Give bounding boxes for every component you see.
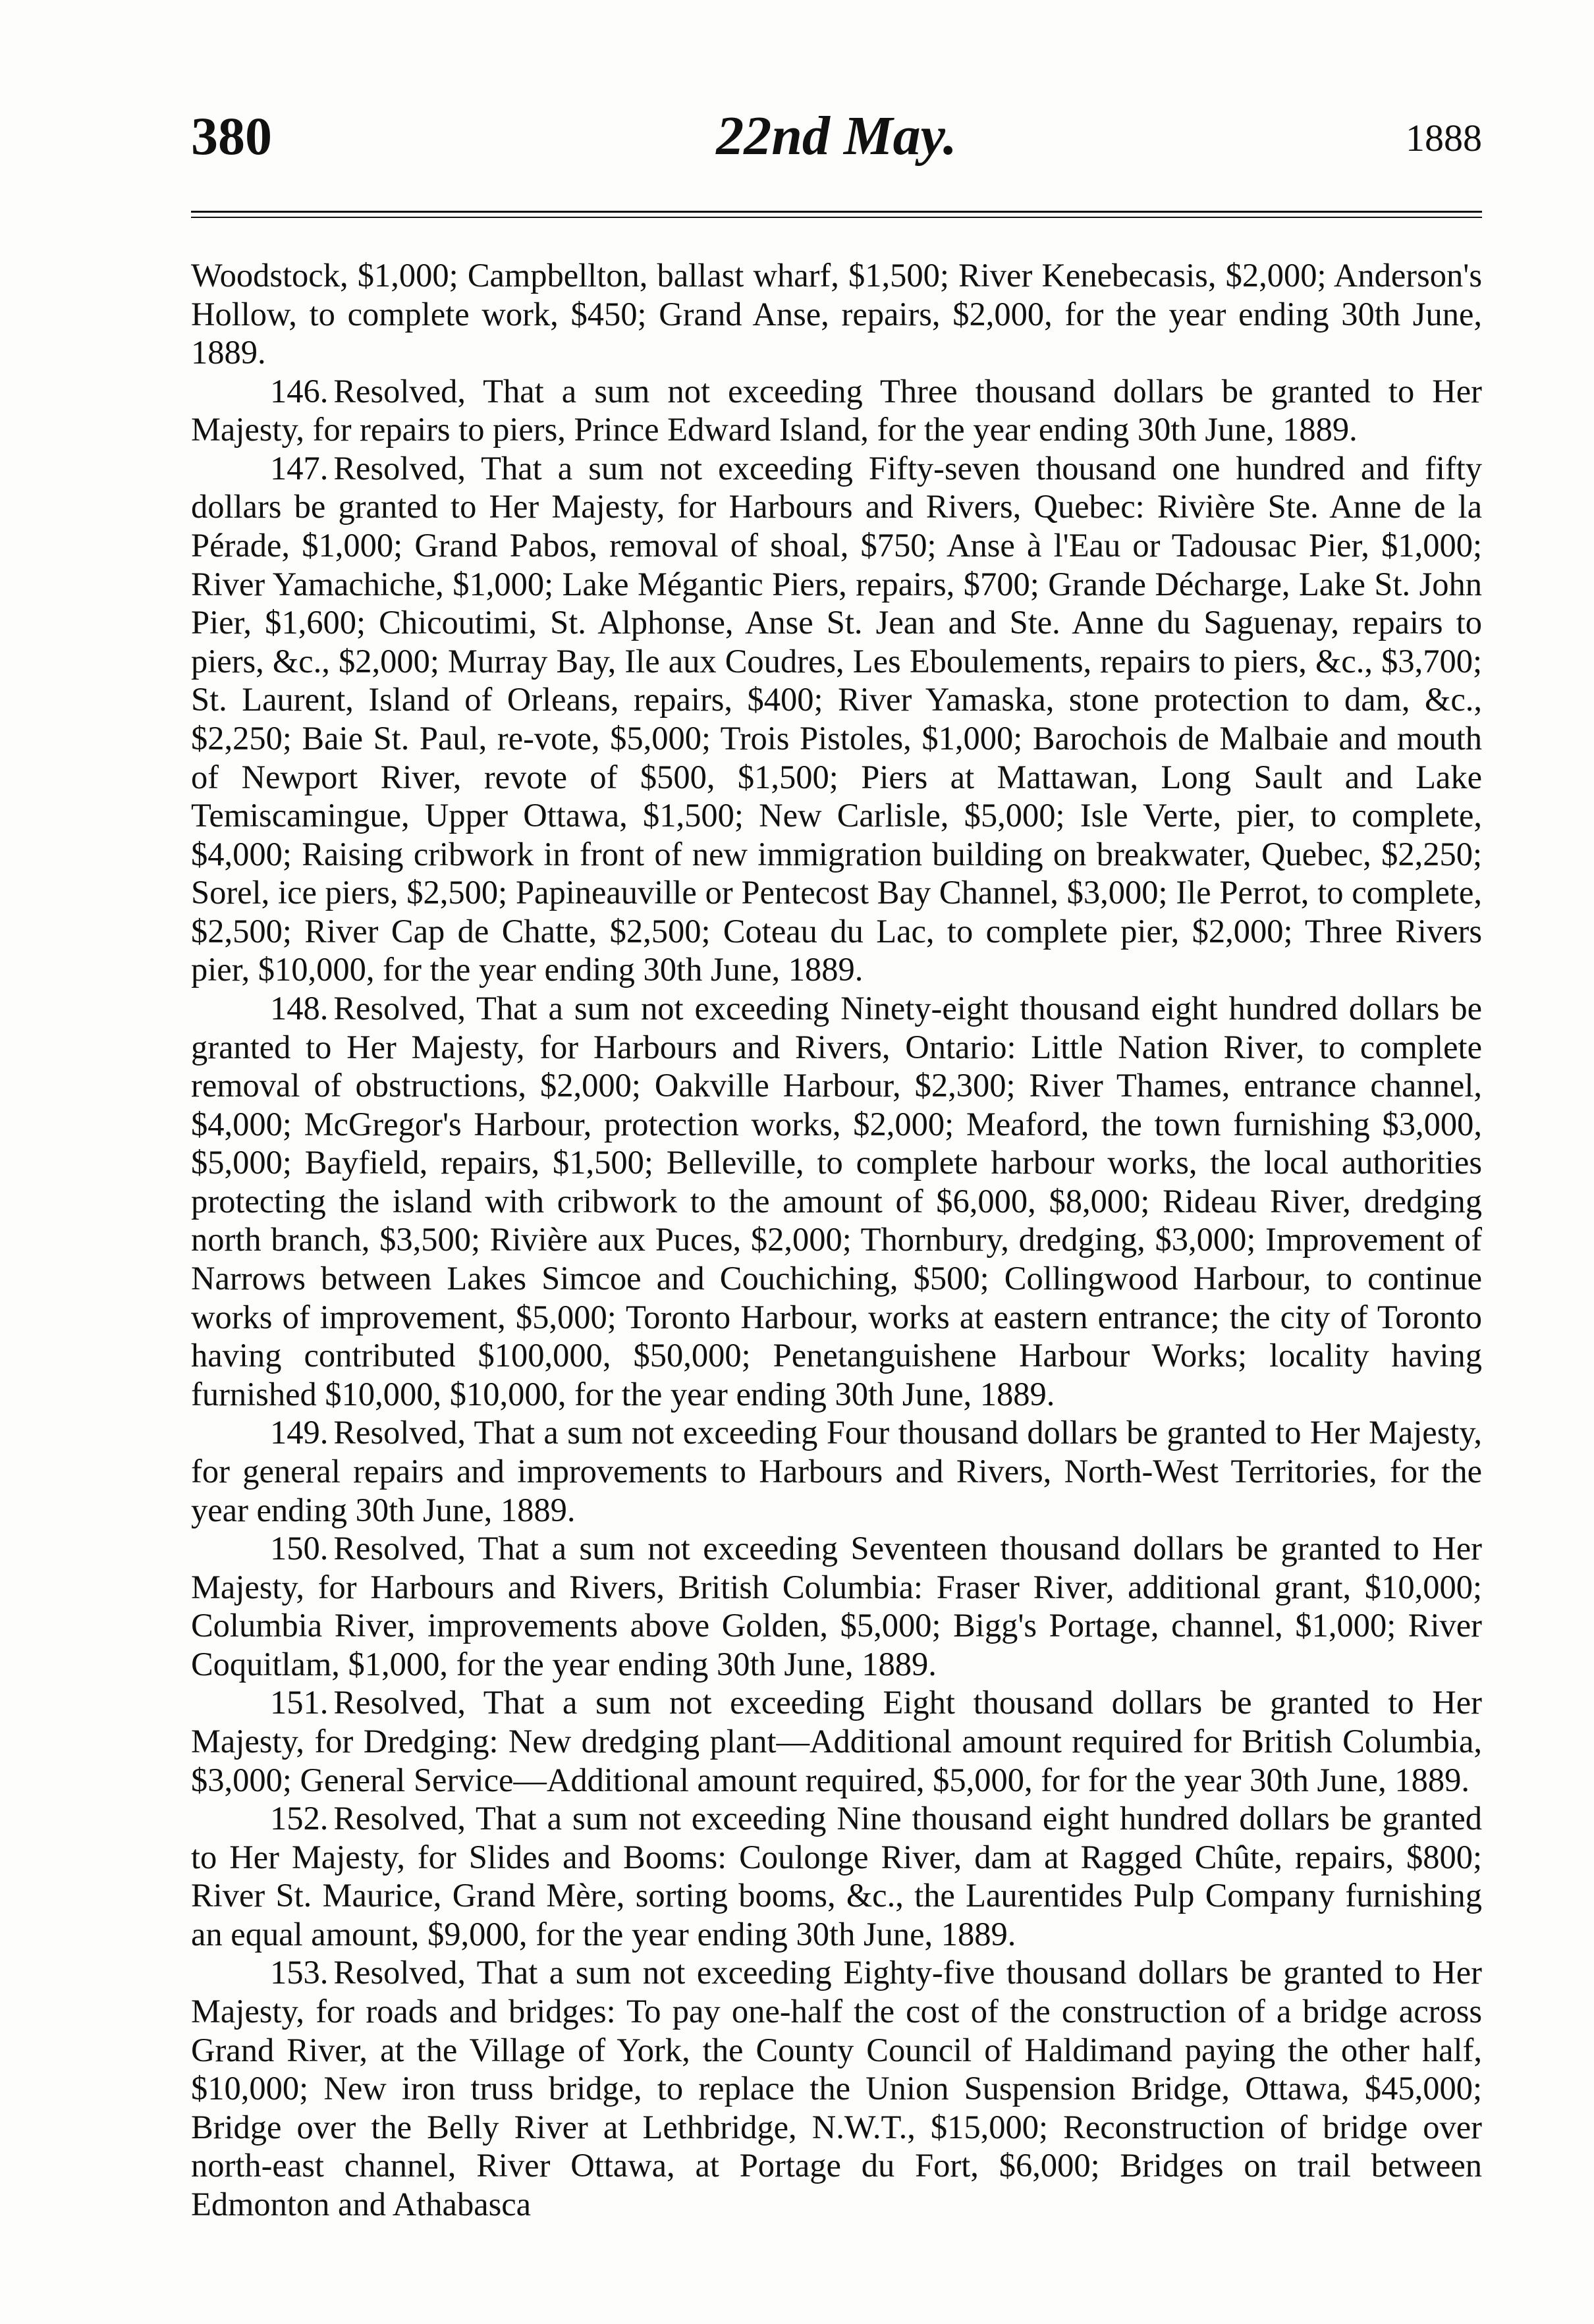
header-rule-thin [191, 217, 1482, 218]
resolution-number: 147. [270, 449, 329, 487]
resolution-text: Resolved, That a sum not exceeding Ninety-eight thousand eight hundred dollars be granted to Her Majesty, for Harbours and Rivers, Ontario: Little Nation River, to complete removal of obstructions, $2,000; Oakville Harbour, $2,300; River Thames, entrance channel, $4,000; McGregor's Harbour, protection works, $2,000; Meaford, the town furnishing $3,000, $5,000; Bayfield, repairs, $1,500; Belleville, to complete harbour works, the local authorities protecting the island with cribwork to the amount of $6,000, $8,000; Rideau River, dredging north branch, $3,500; Rivière aux Puces, $2,000; Thornbury, dredging, $3,000; Improvement of Narrows between Lakes Simcoe and Couchiching, $500; Collingwood Harbour, to continue works of improvement, $5,000; Toronto Harbour, works at eastern entrance; the city of Toronto having contributed $100,000, $50,000; Penetanguishene Harbour Works; locality having furnished $10,000, $10,000, for the year ending 30th June, 1889. [191, 989, 1482, 1413]
page-header [191, 92, 1482, 178]
resolution-number: 151. [270, 1684, 329, 1721]
resolution-149 [191, 1413, 1482, 1529]
header-rule [191, 211, 1482, 213]
page-number: 380 [191, 106, 272, 166]
page [191, 92, 1482, 2223]
resolution-number: 149. [270, 1414, 329, 1451]
resolution-number: 152. [270, 1800, 329, 1837]
resolution-146 [191, 372, 1482, 449]
running-title: 22nd May. [716, 105, 957, 167]
resolution-number: 146. [270, 372, 329, 410]
resolution-148 [191, 989, 1482, 1413]
resolution-text: Resolved, That a sum not exceeding Four thousand dollars be granted to Her Majesty, for general repairs and improvements to Harbours and Rivers, North-West Territories, for the year ending 30th June, 1889. [191, 1414, 1482, 1528]
paragraph-text: Woodstock, $1,000; Campbellton, ballast wharf, $1,500; River Kenebecasis, $2,000; Anderson's Hollow, to complete work, $450; Grand Anse, repairs, $2,000, for the year ending 30th June, 1889. [191, 257, 1482, 371]
header-year: 1888 [1406, 117, 1482, 159]
resolution-text: Resolved, That a sum not exceeding Nine thousand eight hundred dollars be granted to Her Majesty, for Slides and Booms: Coulonge River, dam at Ragged Chûte, repairs, $800; River St. Maurice, Grand Mère, sorting booms, &c., the Laurentides Pulp Company furnishing an equal amount, $9,000, for the year ending 30th June, 1889. [191, 1800, 1482, 1953]
document-body [191, 256, 1482, 2223]
resolution-text: Resolved, That a sum not exceeding Three thousand dollars be granted to Her Majesty, for repairs to piers, Prince Edward Island, for the year ending 30th June, 1889. [191, 372, 1482, 448]
resolution-147 [191, 449, 1482, 989]
resolution-number: 153. [270, 1954, 329, 1991]
resolution-text: Resolved, That a sum not exceeding Eight thousand dollars be granted to Her Majesty, for Dredging: New dredging plant—Additional amount required for British Columbia, $3,000; General Service—Additional amount required, $5,000, for for the year 30th June, 1889. [191, 1684, 1482, 1798]
resolution-text: Resolved, That a sum not exceeding Seventeen thousand dollars be granted to Her Majesty, for Harbours and Rivers, British Columbia: Fraser River, additional grant, $10,000; Columbia River, improvements above Golden, $5,000; Bigg's Portage, channel, $1,000; River Coquitlam, $1,000, for the year ending 30th June, 1889. [191, 1530, 1482, 1683]
paragraph-continuation [191, 256, 1482, 372]
resolution-153 [191, 1953, 1482, 2223]
resolution-152 [191, 1799, 1482, 1953]
resolution-number: 150. [270, 1530, 329, 1567]
resolution-text: Resolved, That a sum not exceeding Eighty-five thousand dollars be granted to Her Majesty, for roads and bridges: To pay one-half the cost of the construction of a bridge across Grand River, at the Village of York, the County Council of Haldimand paying the other half, $10,000; New iron truss bridge, to replace the Union Suspension Bridge, Ottawa, $45,000; Bridge over the Belly River at Lethbridge, N.W.T., $15,000; Reconstruction of bridge over north-east channel, River Ottawa, at Portage du Fort, $6,000; Bridges on trail between Edmonton and Athabasca [191, 1954, 1482, 2223]
resolution-text: Resolved, That a sum not exceeding Fifty-seven thousand one hundred and fifty dollars be granted to Her Majesty, for Harbours and Rivers, Quebec: Rivière Ste. Anne de la Pérade, $1,000; Grand Pabos, removal of shoal, $750; Anse à l'Eau or Tadousac Pier, $1,000; River Yamachiche, $1,000; Lake Mégantic Piers, repairs, $700; Grande Décharge, Lake St. John Pier, $1,600; Chicoutimi, St. Alphonse, Anse St. Jean and Ste. Anne du Saguenay, repairs to piers, &c., $2,000; Murray Bay, Ile aux Coudres, Les Eboulements, repairs to piers, &c., $3,700; St. Laurent, Island of Orleans, repairs, $400; River Yamaska, stone protection to dam, &c., $2,250; Baie St. Paul, re-vote, $5,000; Trois Pistoles, $1,000; Barochois de Malbaie and mouth of Newport River, revote of $500, $1,500; Piers at Mattawan, Long Sault and Lake Temiscamingue, Upper Ottawa, $1,500; New Carlisle, $5,000; Isle Verte, pier, to complete, $4,000; Raising cribwork in front of new immigration building on breakwater, Quebec, $2,250; Sorel, ice piers, $2,500; Papineauville or Pentecost Bay Channel, $3,000; Ile Perrot, to complete, $2,500; River Cap de Chatte, $2,500; Coteau du Lac, to complete pier, $2,000; Three Rivers pier, $10,000, for the year ending 30th June, 1889. [191, 449, 1482, 988]
resolution-150 [191, 1529, 1482, 1683]
resolution-number: 148. [270, 989, 329, 1027]
resolution-151 [191, 1683, 1482, 1799]
